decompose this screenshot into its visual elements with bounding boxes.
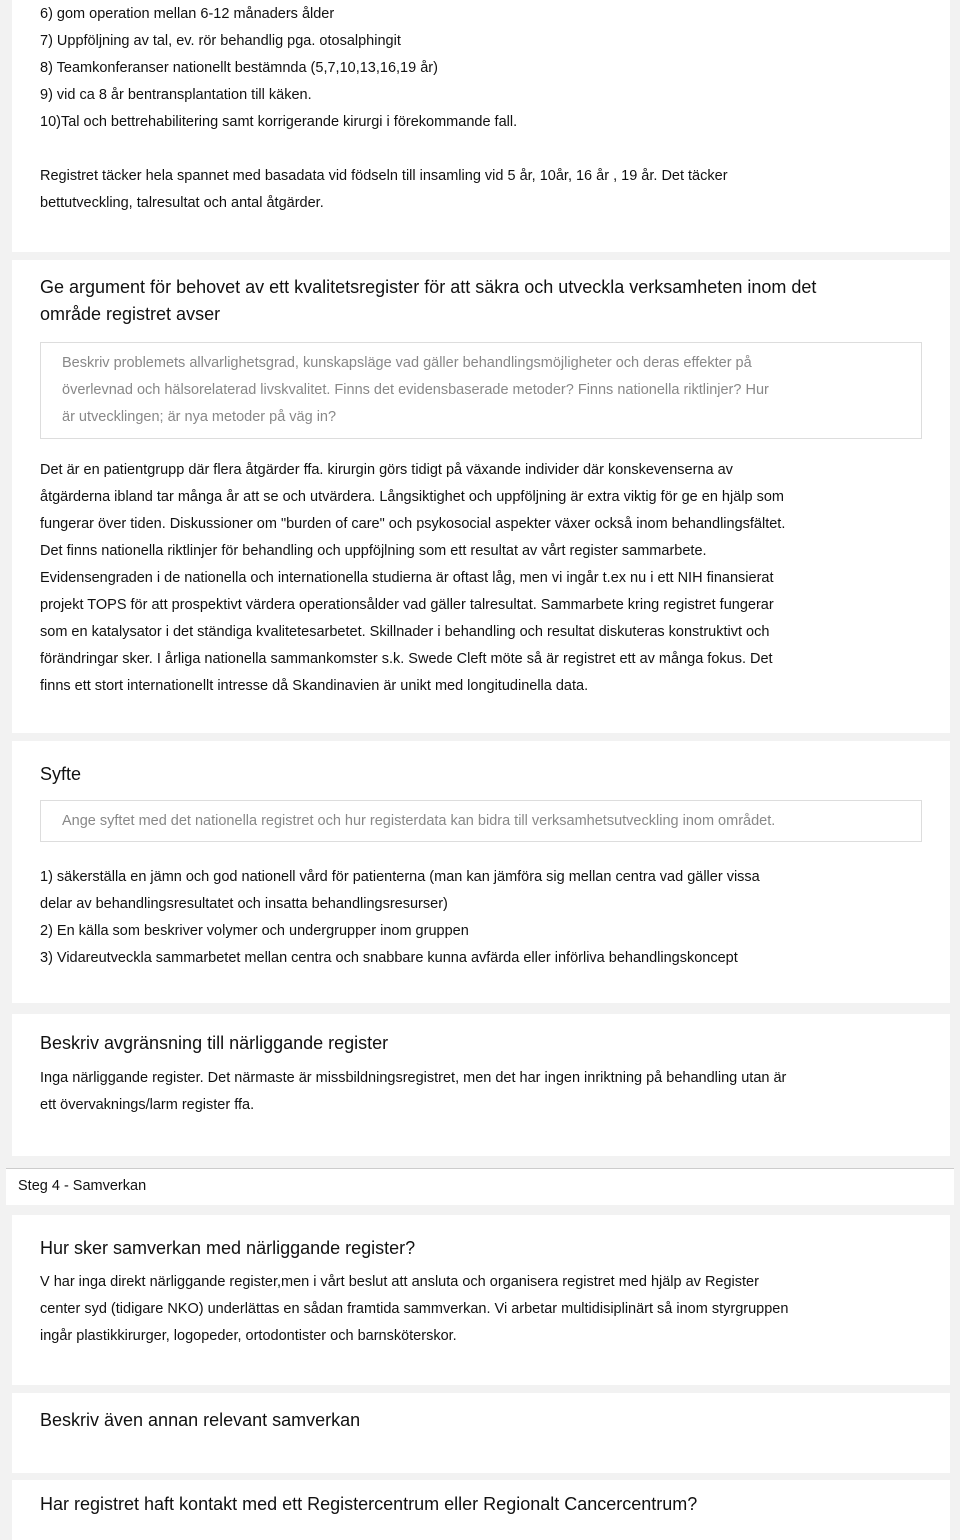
answer-text: Det är en patientgrupp där flera åtgärder ffa. kirurgin görs tidigt på växande individer där konskevenserna av åtgärderna ibland tar många år att se och utvärdera. Långsiktighet och uppföljning är extra viktig för ge en hjälp som fungerar över tiden. Diskussioner om "burden of care" och psykosocial aspekter växer också inom behandlingsfältet. Det finns nationella riktlinjer för behandling och uppföjlning som ett resultat av vårt register sammarbete. Evidensengraden i de nationella och internationella studierna är oftast låg, men vi ingår t.ex nu i ett NIH finansierat projekt TOPS för att prospektivt värdera operationsålder vad gäller talresultat. Sammarbete kring registret fungerar som en katalysator i det ständiga kvalitetesarbetet. Skillnader i behandling och resultat diskuteras konstruktivt och förändringar sker. I årliga nationella sammankomster s.k. Swede Cleft möte så är registret ett av många fokus. Det finns ett stort internationellt intresse då Skandinavien är unikt med longitudinella data. [40, 462, 786, 694]
card-kontakt [12, 1480, 950, 1540]
list-item: 7) Uppföljning av tal, ev. rör behandlig pga. otosalphingit [40, 33, 401, 49]
kontakt-heading: Har registret haft kontakt med ett Registercentrum eller Regionalt Cancercentrum? [40, 1494, 698, 1514]
paragraph-line: bettutveckling, talresultat och antal åtgärder. [40, 195, 324, 211]
list-item: 9) vid ca 8 år bentransplantation till käken. [40, 87, 312, 103]
avgransning-heading: Beskriv avgränsning till närliggande register [40, 1033, 389, 1053]
list-item: 8) Teamkonferanser nationellt bestämnda (5,7,10,13,16,19 år) [40, 60, 438, 76]
answer-text: V har inga direkt närliggande register,men i vårt beslut att ansluta och organisera registret med hjälp av Register center syd (tidigare NKO) underlättas en sådan framtida sammverkan. Vi arbetar multidisiplinärt så inom styrgruppen ingår plastikkirurger, logopeder, ortodontister och barnsköterskor. [40, 1274, 789, 1344]
card-annan-samverkan [12, 1393, 950, 1473]
card-avgransning [12, 1014, 950, 1156]
step-label: Steg 4 - Samverkan [18, 1178, 147, 1194]
card-samverkan [12, 1215, 950, 1385]
answer-text: Inga närliggande register. Det närmaste är missbildningsregistret, men det har ingen inriktning på behandling utan är ett övervaknings/larm register ffa. [40, 1070, 787, 1113]
hint-box: Beskriv problemets allvarlighetsgrad, kunskapsläge vad gäller behandlingsmöjligheter och deras effekter på överlevnad och hälsorelaterad livskvalitet. Finns det evidensbaserade metoder? Finns nationella riktlinjer? Hur är utvecklingen; är nya metoder på väg in? [40, 342, 922, 439]
step-header [6, 1168, 954, 1205]
answer-text: 1) säkerställa en jämn och god nationell vård för patienterna (man kan jämföra sig mellan centra vad gäller vissa delar av behandlingsresultatet och insatta behandlingsresurser) 2) En källa som beskriver volymer och undergrupper inom gruppen 3) Vidareutveckla sammarbetet mellan centra och snabbare kunna avfärda eller införliva behandlingskoncept [40, 869, 760, 966]
hint-box: Ange syftet med det nationella registret och hur registerdata kan bidra till verksamhetsutveckling inom området. [40, 800, 922, 842]
card-intro [12, 0, 950, 252]
annan-heading: Beskriv även annan relevant samverkan [40, 1410, 361, 1430]
card-syfte [12, 741, 950, 1003]
syfte-heading: Syfte [40, 764, 82, 784]
card-argument [12, 260, 950, 733]
list-item: 6) gom operation mellan 6-12 månaders ålder [40, 6, 335, 22]
paragraph-line: Registret täcker hela spannet med basadata vid födseln till insamling vid 5 år, 10år, 16 år , 19 år. Det täcker [40, 168, 728, 184]
samverkan-heading: Hur sker samverkan med närliggande register? [40, 1238, 416, 1258]
list-item: 10)Tal och bettrehabilitering samt korrigerande kirurgi i förekommande fall. [40, 114, 518, 130]
question-heading: Ge argument för behovet av ett kvalitetsregister för att säkra och utveckla verksamheten inom det område registret avser [40, 277, 817, 324]
